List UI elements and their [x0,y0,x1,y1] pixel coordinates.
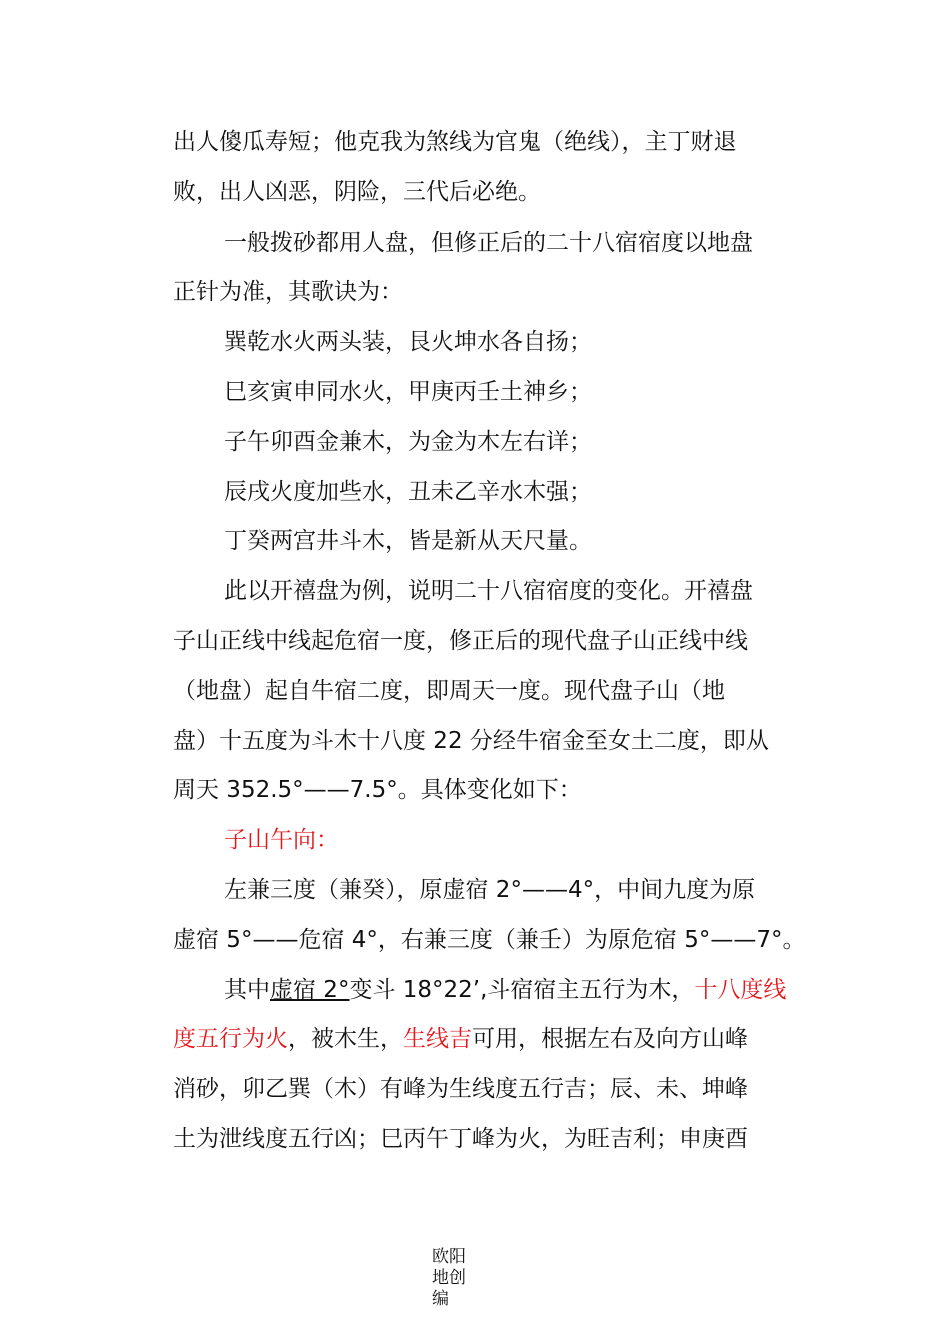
section-heading: 子山午向： [224,827,339,853]
verse-line: 巳亥寅申同水火，甲庚丙壬土神乡； [224,379,592,405]
text-line [224,975,834,1005]
text-line: 虚宿 5°——危宿 4°，右兼三度（兼壬）为原危宿 5°——7°。 [173,927,806,953]
text-line [173,1024,783,1054]
text-line: 盘）十五度为斗木十八度 22 分经牛宿金至女土二度，即从 [173,728,769,754]
footer-line: 欧阳 [432,1247,466,1267]
page-footer [432,1247,472,1310]
highlighted-text: 十八度线 [694,977,787,1003]
footer-line: 编 [432,1289,449,1309]
highlighted-text: 生线吉 [403,1026,472,1052]
text-line: 子山正线中线起危宿一度，修正后的现代盘子山正线中线 [173,628,748,654]
verse-line: 辰戌火度加些水，丑未乙辛水木强； [224,479,592,505]
verse-line: 子午卯酉金兼木，为金为木左右详； [224,429,592,455]
text-run: 可用，根据左右及向方山峰 [472,1026,748,1052]
verse-line: 巽乾水火两头装，艮火坤水各自扬； [224,329,592,355]
footer-line: 地创 [432,1268,466,1288]
text-run: 变斗 18°22’,斗宿宿主五行为木， [349,977,695,1003]
text-line: 消砂，卯乙巽（木）有峰为生线度五行吉；辰、未、坤峰 [173,1076,748,1102]
text-line: 左兼三度（兼癸），原虚宿 2°——4°，中间九度为原 [224,877,756,903]
highlighted-text: 度五行为火 [173,1026,288,1052]
text-line: 败，出人凶恶，阴险，三代后必绝。 [173,179,541,205]
text-line: （地盘）起自牛宿二度，即周天一度。现代盘子山（地 [173,678,725,704]
text-line: 出人傻瓜寿短；他克我为煞线为官鬼（绝线），主丁财退 [173,129,737,155]
text-line: 正针为准，其歌诀为： [173,279,403,305]
text-line: 一般拨砂都用人盘，但修正后的二十八宿宿度以地盘 [224,230,753,256]
text-run: ，被木生， [288,1026,403,1052]
underlined-term: 虚宿 2° [270,977,350,1003]
text-line: 土为泄线度五行凶；巳丙午丁峰为火，为旺吉利；申庚酉 [173,1126,748,1152]
text-line: 周天 352.5°——7.5°。具体变化如下： [173,777,582,803]
text-line: 此以开禧盘为例，说明二十八宿宿度的变化。开禧盘 [224,578,753,604]
verse-line: 丁癸两宫井斗木，皆是新从天尺量。 [224,528,592,554]
text-run: 其中 [224,977,270,1003]
